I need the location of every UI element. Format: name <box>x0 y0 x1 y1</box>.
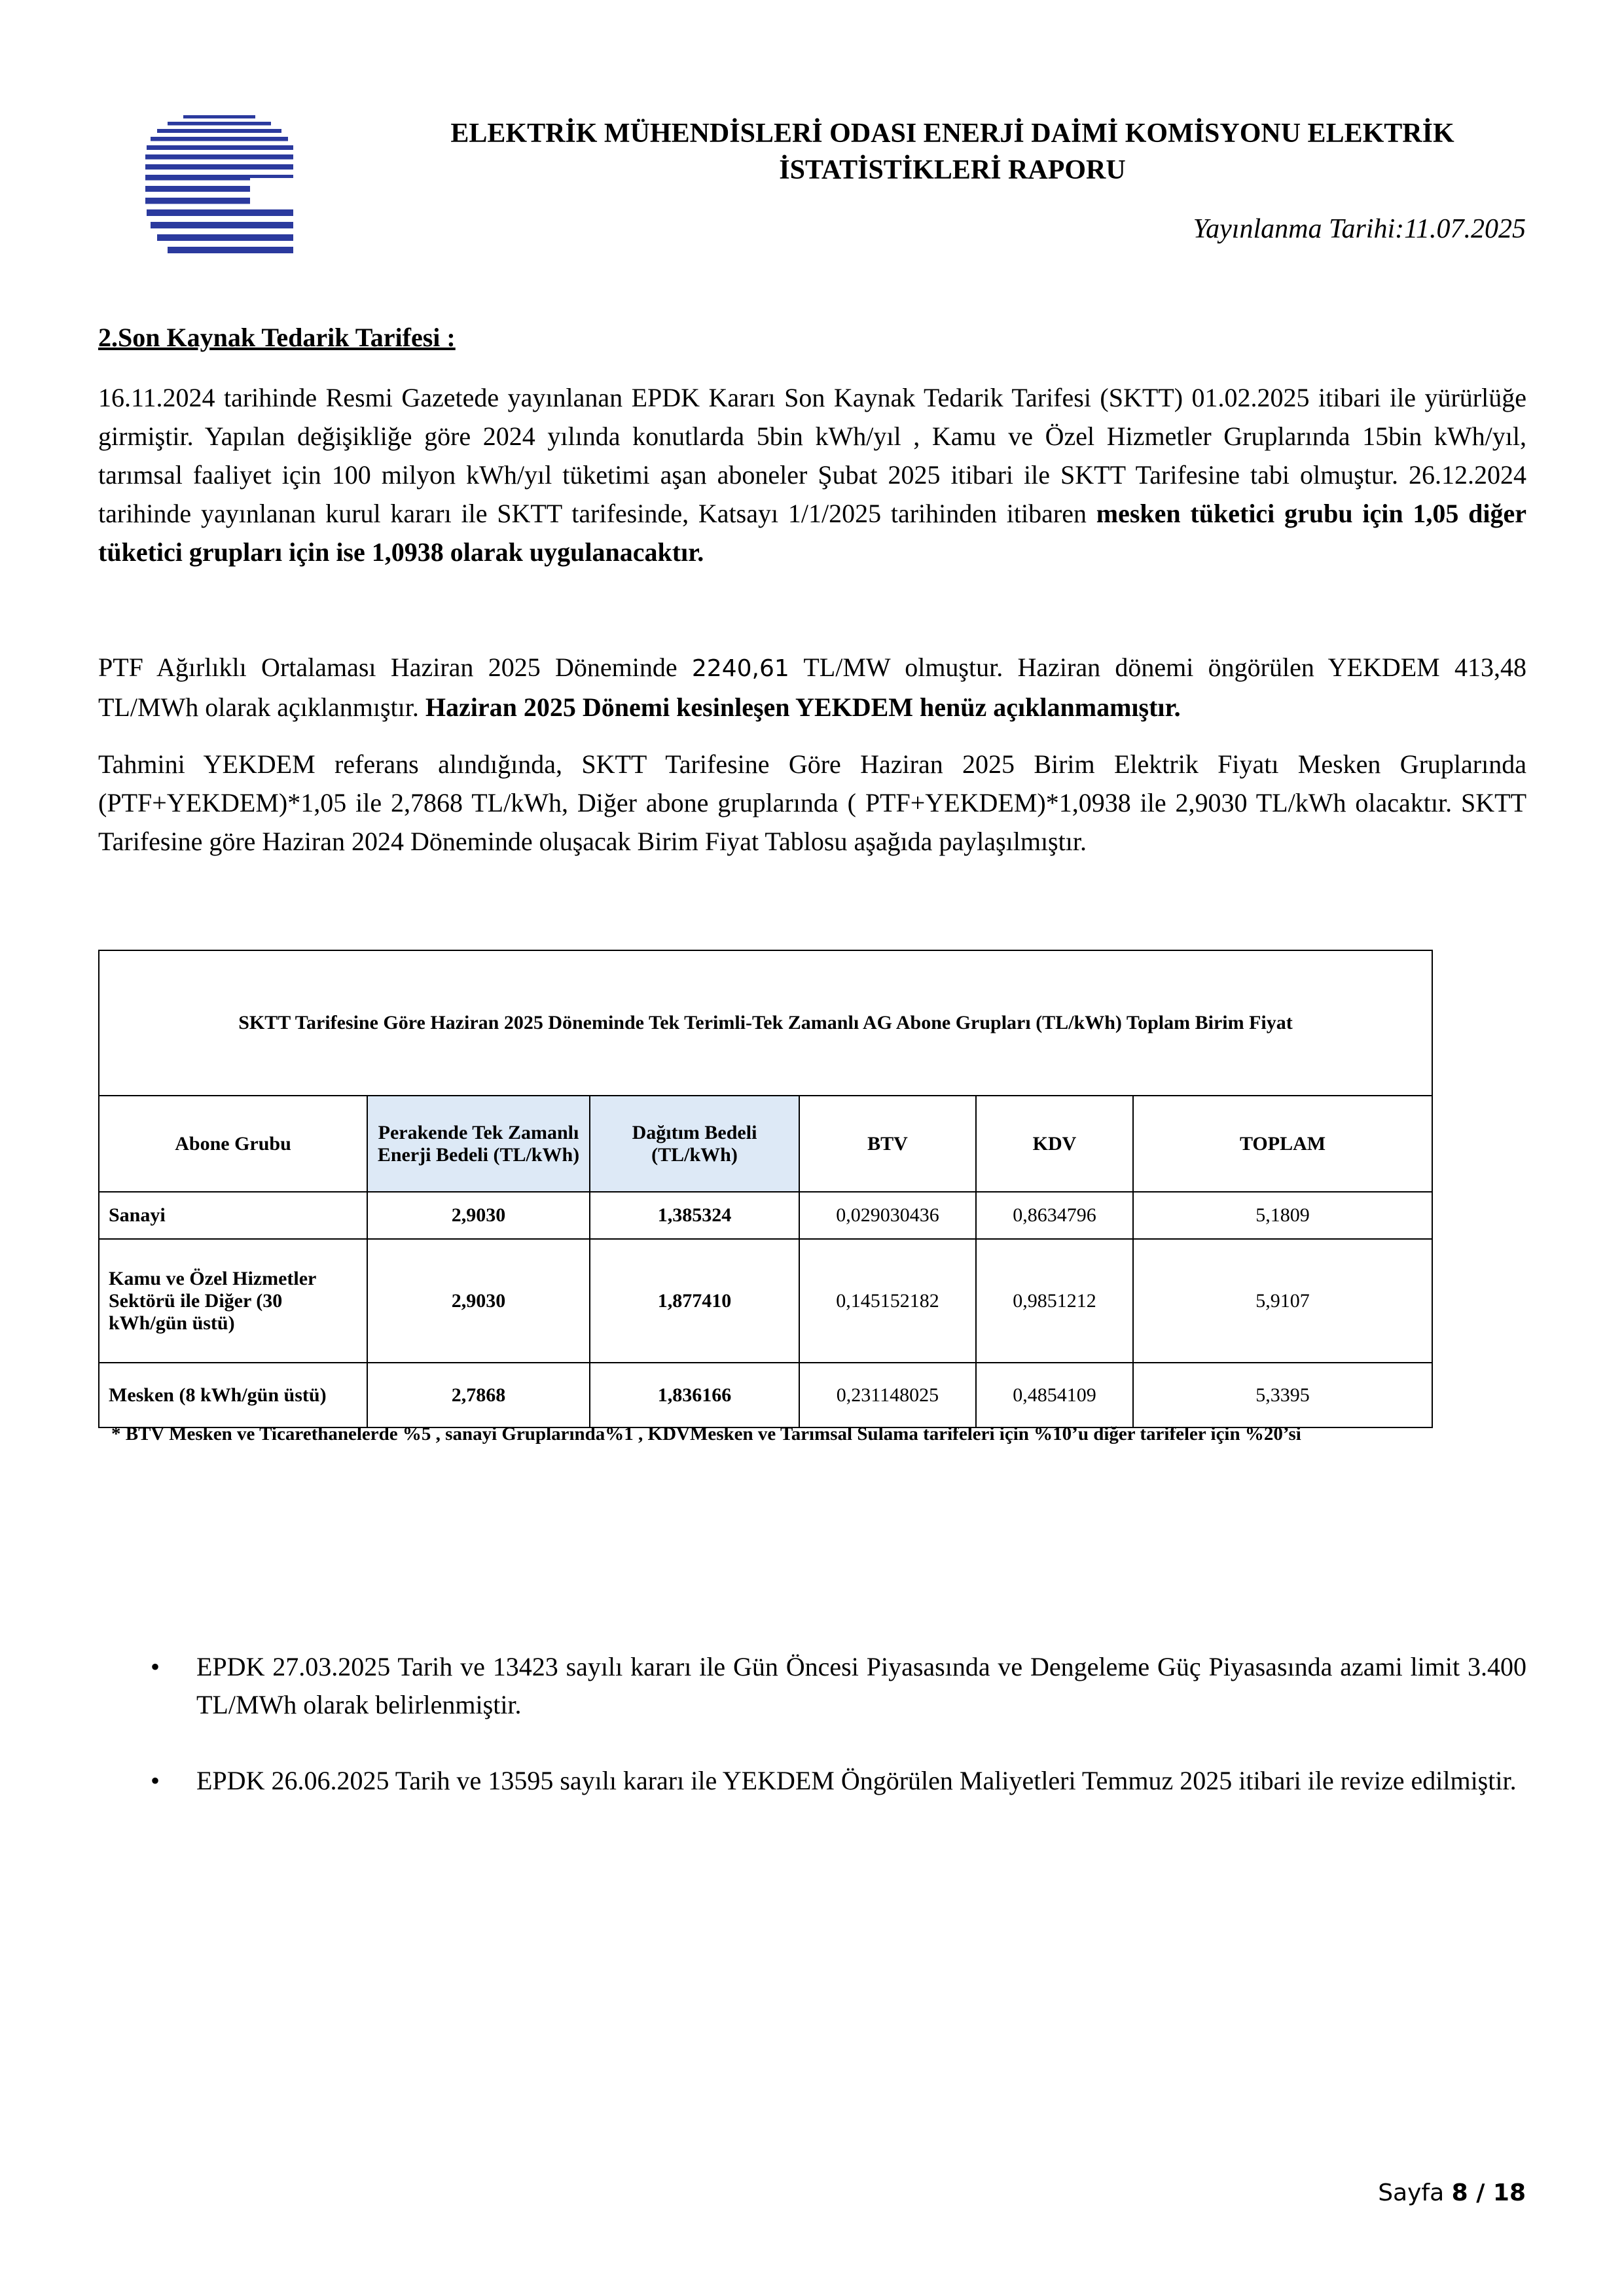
list-item <box>98 1648 1526 1724</box>
ptf-value: 2240,61 <box>691 655 789 682</box>
section-title: 2.Son Kaynak Tedarik Tarifesi : <box>98 323 456 352</box>
table-cell: Mesken (8 kWh/gün üstü) <box>99 1363 367 1427</box>
page-prefix: Sayfa <box>1378 2179 1452 2206</box>
report-title <box>367 115 1538 188</box>
table-row <box>99 1192 1432 1239</box>
paragraph-ptf <box>98 648 1526 726</box>
list-item <box>98 1762 1526 1800</box>
table-cell: 5,3395 <box>1133 1363 1432 1427</box>
column-header: Dağıtım Bedeli (TL/kWh) <box>590 1096 799 1192</box>
page-total: 18 <box>1492 2179 1526 2206</box>
list-item-text: EPDK 26.06.2025 Tarih ve 13595 sayılı kararı ile YEKDEM Öngörülen Maliyetleri Temmuz 2025 itibari ile revize edilmiştir. <box>196 1766 1517 1795</box>
table-footnote: * BTV Mesken ve Ticarethanelerde %5 , sanayi Gruplarında%1 , KDVMesken ve Tarımsal Sulama tarifeleri için %10’u diğer tarifeler için %20’si <box>111 1424 1301 1444</box>
table-cell: 2,9030 <box>367 1192 590 1239</box>
bullet-icon: • <box>151 1652 160 1681</box>
table-row <box>99 1239 1432 1363</box>
paragraph-text: PTF Ağırlıklı Ortalaması Haziran 2025 Döneminde <box>98 653 692 682</box>
table-cell: 1,836166 <box>590 1363 799 1427</box>
table-cell: 1,877410 <box>590 1239 799 1363</box>
tariff-table <box>98 950 1433 1428</box>
paragraph-skt-intro <box>98 378 1526 571</box>
column-header: Perakende Tek Zamanlı Enerji Bedeli (TL/kWh) <box>367 1096 590 1192</box>
table-cell: 1,385324 <box>590 1192 799 1239</box>
table-caption: SKTT Tarifesine Göre Haziran 2025 Döneminde Tek Terimli-Tek Zamanlı AG Abone Grupları (TL/kWh) Toplam Birim Fiyat <box>99 950 1432 1096</box>
column-header: KDV <box>976 1096 1133 1192</box>
column-header: TOPLAM <box>1133 1096 1432 1192</box>
table-cell: 0,231148025 <box>799 1363 976 1427</box>
table-cell: 2,7868 <box>367 1363 590 1427</box>
table-cell: 0,4854109 <box>976 1363 1133 1427</box>
page-current: 8 <box>1451 2179 1468 2206</box>
table-cell: 0,145152182 <box>799 1239 976 1363</box>
paragraph-yekdem: Tahmini YEKDEM referans alındığında, SKTT Tarifesine Göre Haziran 2025 Birim Elektrik Fiyatı Mesken Gruplarında (PTF+YEKDEM)*1,05 ile 2,7868 TL/kWh, Diğer abone gruplarında ( PTF+YEKDEM)*1,0938 ile 2,9030 TL/kWh olacaktır. SKTT Tarifesine göre Haziran 2024 Döneminde oluşacak Birim Fiyat Tablosu aşağıda paylaşılmıştır. <box>98 749 1526 856</box>
paragraph-bold-text: Haziran 2025 Dönemi kesinleşen YEKDEM henüz açıklanmamıştır. <box>425 692 1181 722</box>
column-header: Abone Grubu <box>99 1096 367 1192</box>
table-cell: 5,1809 <box>1133 1192 1432 1239</box>
paragraph-text: 16.11.2024 tarihinde Resmi Gazetede yayınlanan EPDK Kararı Son Kaynak Tedarik Tarifesi (SKTT) 01.02.2025 itibari ile yürürlüğe girmiştir. Yapılan değişikliğe göre 2024 yılında konutlarda 5bin kWh/yıl , Kamu ve Özel Hizmetler Gruplarında 15bin kWh/yıl, tarımsal faaliyet için 100 milyon kWh/yıl tüketimi aşan aboneler Şubat 2025 itibari ile SKTT Tarifesine tabi olmuştur. 26.12.2024 tarihinde yayınlanan kurul kararı ile SKTT tarifesinde, Katsayı 1/1/2025 tarihinden itibaren <box>98 383 1526 528</box>
table-cell: 5,9107 <box>1133 1239 1432 1363</box>
bullet-icon: • <box>151 1766 160 1795</box>
paragraph-text: TL/MW olmuştur. Haziran dönemi öngörülen YEKDEM 413,48 TL/MWh olarak açıklanmıştır. <box>98 653 1527 722</box>
report-title-line2: İSTATİSTİKLERİ RAPORU <box>779 155 1126 185</box>
list-item-text: EPDK 27.03.2025 Tarih ve 13423 sayılı kararı ile Gün Öncesi Piyasasında ve Dengeleme Güç Piyasasında azami limit 3.400 TL/MWh olarak belirlenmiştir. <box>196 1652 1526 1719</box>
emo-logo <box>145 113 293 260</box>
table-cell: 0,8634796 <box>976 1192 1133 1239</box>
report-title-line1: ELEKTRİK MÜHENDİSLERİ ODASI ENERJİ DAİMİ KOMİSYONU ELEKTRİK <box>450 118 1454 149</box>
table-cell: Sanayi <box>99 1192 367 1239</box>
table-cell: Kamu ve Özel Hizmetler Sektörü ile Diğer (30 kWh/gün üstü) <box>99 1239 367 1363</box>
column-header: BTV <box>799 1096 976 1192</box>
paragraph-bold-text: mesken tüketici grubu için 1,05 diğer tüketici grupları için ise 1,0938 olarak uygulanacaktır. <box>98 499 1527 567</box>
table-cell: 0,029030436 <box>799 1192 976 1239</box>
bullet-list <box>98 1648 1526 1838</box>
table-cell: 0,9851212 <box>976 1239 1133 1363</box>
table-header-row <box>99 1096 1432 1192</box>
table-row <box>99 1363 1432 1427</box>
page-number <box>1378 2179 1526 2206</box>
page-separator: / <box>1468 2179 1493 2206</box>
publication-date: Yayınlanma Tarihi:11.07.2025 <box>1193 214 1526 244</box>
table-cell: 2,9030 <box>367 1239 590 1363</box>
